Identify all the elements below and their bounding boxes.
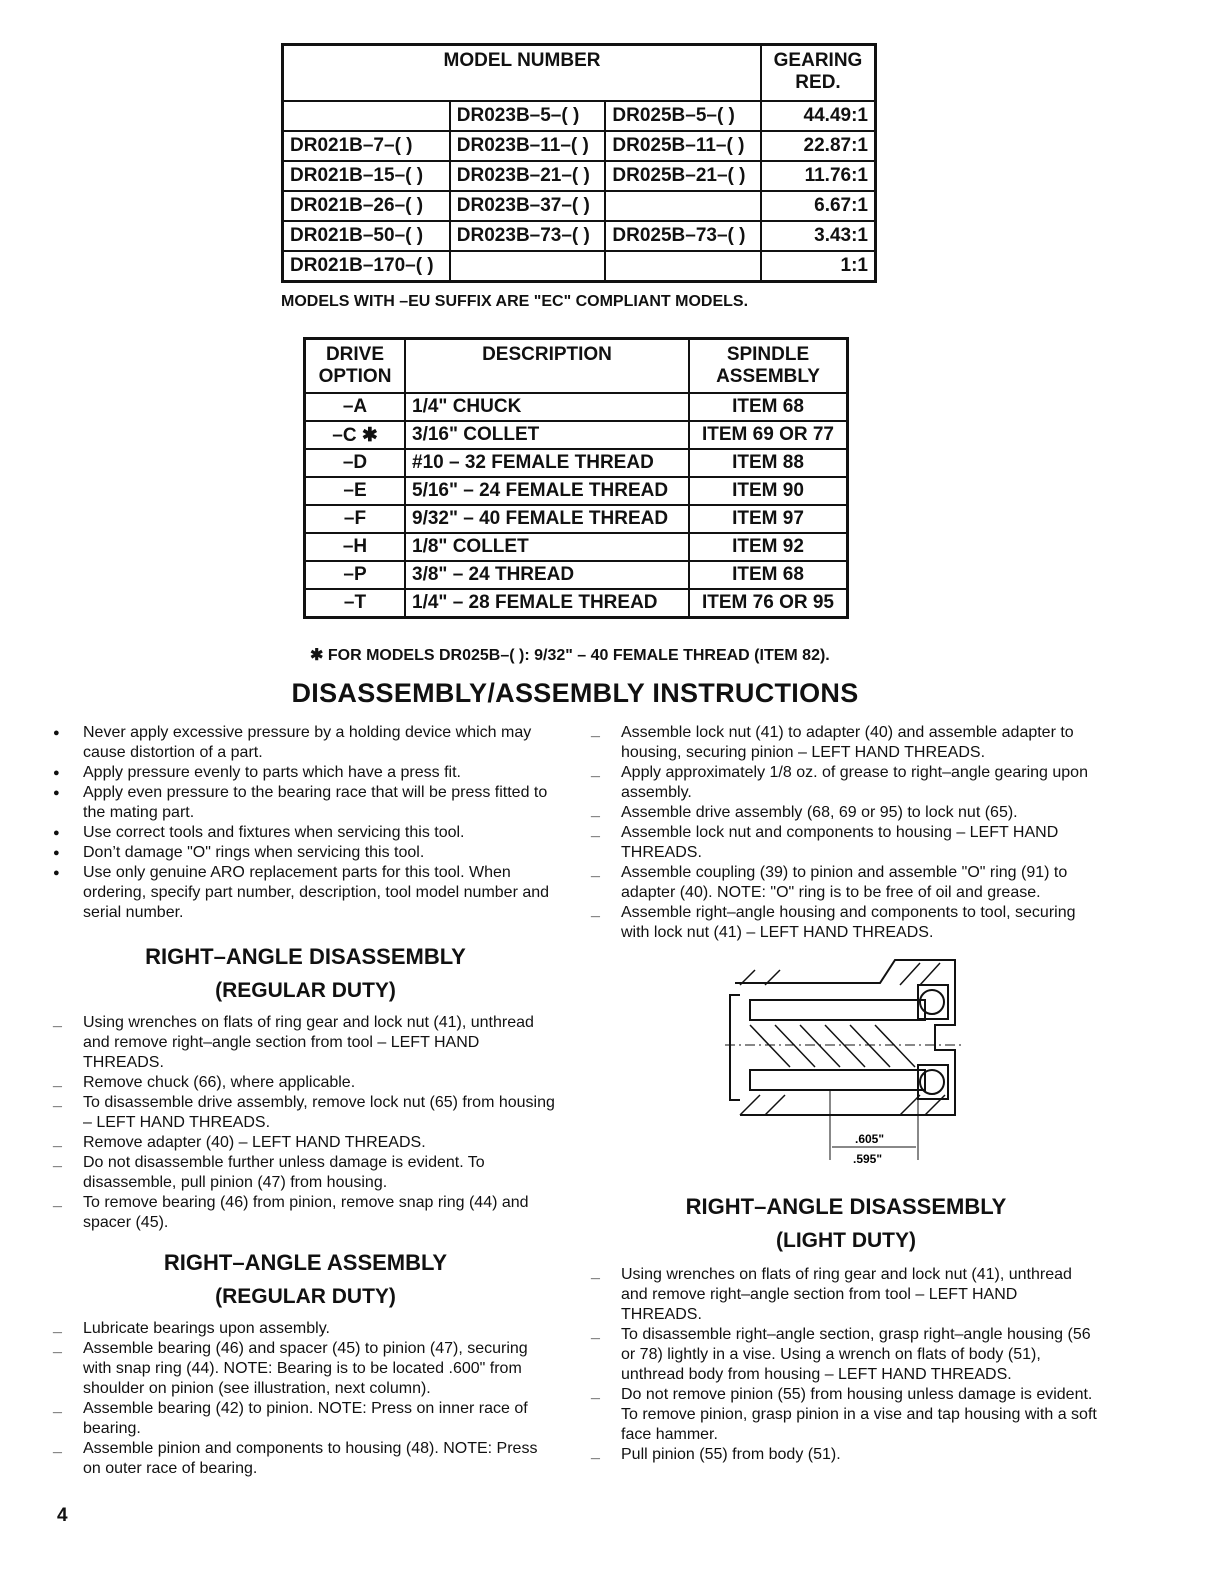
model-table-row <box>283 221 876 251</box>
step-item: _ To disassemble right–angle section, grasp right–angle housing (56 or 78) lightly in a vise. Using a wrench on flats of body (51), unthread body from housing – LEFT HAND THREADS. <box>591 1325 1101 1385</box>
drive-table-header <box>305 339 848 394</box>
general-note-item: ● Never apply excessive pressure by a holding device which may cause distortion of a part. <box>53 723 558 763</box>
model-dr023b-cell <box>450 251 606 282</box>
drive-table-row <box>305 589 848 618</box>
drive-table-row <box>305 393 848 421</box>
step-item: _ Assemble pinion and components to housing (48). NOTE: Press on outer race of bearing. <box>53 1439 558 1479</box>
model-table-header <box>283 45 876 102</box>
model-dr025b-cell: DR025B–11–( ) <box>605 131 761 161</box>
step-item: _ Assemble bearing (42) to pinion. NOTE: Press on inner race of bearing. <box>53 1399 558 1439</box>
light-duty-section <box>591 1194 1101 1465</box>
spindle-assembly-cell: ITEM 76 OR 95 <box>689 589 848 618</box>
model-dr025b-cell <box>605 251 761 282</box>
model-table-row <box>283 101 876 131</box>
drive-description-cell: 3/8" – 24 THREAD <box>405 561 689 589</box>
ra-disassembly-regular-subtitle: (REGULAR DUTY) <box>215 979 396 1002</box>
step-item: _ Using wrenches on flats of ring gear and lock nut (41), unthread and remove right–angle section from tool – LEFT HAND THREADS. <box>591 1265 1101 1325</box>
gearing-red-header: GEARING RED. <box>761 45 876 102</box>
spindle-assembly-cell: ITEM 97 <box>689 505 848 533</box>
pinion-bearing-illustration <box>720 955 970 1170</box>
drive-option-cell: –T <box>305 589 406 618</box>
spindle-assembly-cell: ITEM 92 <box>689 533 848 561</box>
dr025b-footnote: ✱ FOR MODELS DR025B–( ): 9/32" – 40 FEMALE THREAD (ITEM 82). <box>310 647 830 664</box>
drive-option-cell: –E <box>305 477 406 505</box>
step-item: _ Assemble lock nut (41) to adapter (40) and assemble adapter to housing, securing pinion – LEFT HAND THREADS. <box>591 723 1101 763</box>
drive-table-row <box>305 505 848 533</box>
step-item: _ Assemble coupling (39) to pinion and assemble "O" ring (91) to adapter (40). NOTE: "O" ring is to be free of oil and grease. <box>591 863 1101 903</box>
dimension-min-label: .595" <box>853 1152 883 1166</box>
model-dr021b-cell: DR021B–7–( ) <box>283 131 450 161</box>
spindle-assembly-header: SPINDLE ASSEMBLY <box>689 339 848 394</box>
step-item: _ Lubricate bearings upon assembly. <box>53 1319 558 1339</box>
general-note-item: ● Apply even pressure to the bearing race that will be press fitted to the mating part. <box>53 783 558 823</box>
model-number-header: MODEL NUMBER <box>283 45 762 102</box>
ra-disassembly-light-steps <box>591 1265 1101 1465</box>
model-table-row <box>283 251 876 282</box>
drive-description-cell: 5/16" – 24 FEMALE THREAD <box>405 477 689 505</box>
model-dr023b-cell: DR023B–21–( ) <box>450 161 606 191</box>
page-number: 4 <box>57 1505 68 1526</box>
drive-option-table <box>303 337 849 619</box>
model-dr021b-cell: DR021B–170–( ) <box>283 251 450 282</box>
ra-disassembly-light-title: RIGHT–ANGLE DISASSEMBLY <box>685 1194 1007 1219</box>
drive-option-header: DRIVE OPTION <box>305 339 406 394</box>
model-number-table <box>281 43 877 283</box>
general-note-item: ● Don’t damage "O" rings when servicing this tool. <box>53 843 558 863</box>
model-dr023b-cell: DR023B–37–( ) <box>450 191 606 221</box>
eu-suffix-note: MODELS WITH –EU SUFFIX ARE "EC" COMPLIANT MODELS. <box>281 293 749 310</box>
step-item: _ Assemble right–angle housing and components to tool, securing with lock nut (41) – LEFT HAND THREADS. <box>591 903 1101 943</box>
model-dr023b-cell: DR023B–11–( ) <box>450 131 606 161</box>
general-note-item: ● Use only genuine ARO replacement parts for this tool. When ordering, specify part number, description, tool model number and serial number. <box>53 863 558 923</box>
drive-description-cell: 1/4" CHUCK <box>405 393 689 421</box>
drive-description-cell: 1/8" COLLET <box>405 533 689 561</box>
ra-disassembly-light-subtitle: (LIGHT DUTY) <box>776 1229 916 1252</box>
model-table-row <box>283 191 876 221</box>
step-item: _ Assemble drive assembly (68, 69 or 95) to lock nut (65). <box>591 803 1101 823</box>
drive-description-cell: #10 – 32 FEMALE THREAD <box>405 449 689 477</box>
drive-description-cell: 3/16" COLLET <box>405 421 689 449</box>
ra-assembly-regular-title: RIGHT–ANGLE ASSEMBLY <box>163 1250 448 1275</box>
model-dr025b-cell <box>605 191 761 221</box>
step-item: _ Remove chuck (66), where applicable. <box>53 1073 558 1093</box>
model-dr023b-cell: DR023B–5–( ) <box>450 101 606 131</box>
gearing-ratio-cell: 1:1 <box>761 251 876 282</box>
general-notes-list <box>53 723 558 923</box>
drive-description-cell: 1/4" – 28 FEMALE THREAD <box>405 589 689 618</box>
spindle-assembly-cell: ITEM 88 <box>689 449 848 477</box>
model-dr025b-cell: DR025B–21–( ) <box>605 161 761 191</box>
step-item: _ Do not remove pinion (55) from housing unless damage is evident. To remove pinion, grasp pinion in a vise and tap housing with a soft face hammer. <box>591 1385 1101 1445</box>
drive-option-cell: –C ✱ <box>305 421 406 449</box>
description-header: DESCRIPTION <box>405 339 689 394</box>
step-item: _ Pull pinion (55) from body (51). <box>591 1445 1101 1465</box>
drive-table-row <box>305 449 848 477</box>
drive-table-row <box>305 421 848 449</box>
drive-option-cell: –P <box>305 561 406 589</box>
gearing-ratio-cell: 44.49:1 <box>761 101 876 131</box>
dimension-max-label: .605" <box>855 1132 885 1146</box>
step-item: _ Assemble lock nut and components to housing – LEFT HAND THREADS. <box>591 823 1101 863</box>
gearing-ratio-cell: 6.67:1 <box>761 191 876 221</box>
spindle-assembly-cell: ITEM 90 <box>689 477 848 505</box>
spindle-assembly-cell: ITEM 68 <box>689 393 848 421</box>
step-item: _ To disassemble drive assembly, remove lock nut (65) from housing – LEFT HAND THREADS. <box>53 1093 558 1133</box>
step-item: _ Remove adapter (40) – LEFT HAND THREADS. <box>53 1133 558 1153</box>
assembly-continued-steps <box>591 723 1101 943</box>
model-dr025b-cell: DR025B–73–( ) <box>605 221 761 251</box>
step-item: _ Apply approximately 1/8 oz. of grease to right–angle gearing upon assembly. <box>591 763 1101 803</box>
gearing-ratio-cell: 22.87:1 <box>761 131 876 161</box>
drive-description-cell: 9/32" – 40 FEMALE THREAD <box>405 505 689 533</box>
ra-assembly-regular-subtitle: (REGULAR DUTY) <box>215 1285 396 1308</box>
ra-disassembly-regular-title: RIGHT–ANGLE DISASSEMBLY <box>145 944 466 969</box>
step-item: _ Do not disassemble further unless damage is evident. To disassemble, pull pinion (47) from housing. <box>53 1153 558 1193</box>
model-dr021b-cell: DR021B–15–( ) <box>283 161 450 191</box>
drive-option-cell: –H <box>305 533 406 561</box>
page-title: DISASSEMBLY/ASSEMBLY INSTRUCTIONS <box>291 678 859 708</box>
right-column <box>591 723 1101 943</box>
step-item: _ To remove bearing (46) from pinion, remove snap ring (44) and spacer (45). <box>53 1193 558 1233</box>
gearing-ratio-cell: 11.76:1 <box>761 161 876 191</box>
spindle-assembly-cell: ITEM 68 <box>689 561 848 589</box>
model-dr021b-cell: DR021B–50–( ) <box>283 221 450 251</box>
model-table-row <box>283 131 876 161</box>
gearing-ratio-cell: 3.43:1 <box>761 221 876 251</box>
model-dr021b-cell: DR021B–26–( ) <box>283 191 450 221</box>
drive-option-cell: –D <box>305 449 406 477</box>
drive-option-cell: –F <box>305 505 406 533</box>
drive-table-row <box>305 533 848 561</box>
left-column <box>53 723 558 1479</box>
ra-assembly-regular-steps <box>53 1319 558 1479</box>
drive-table-row <box>305 561 848 589</box>
general-note-item: ● Apply pressure evenly to parts which have a press fit. <box>53 763 558 783</box>
model-table-row <box>283 161 876 191</box>
model-dr021b-cell <box>283 101 450 131</box>
ra-disassembly-regular-steps <box>53 1013 558 1233</box>
step-item: _ Using wrenches on flats of ring gear and lock nut (41), unthread and remove right–angle section from tool – LEFT HAND THREADS. <box>53 1013 558 1073</box>
spindle-assembly-cell: ITEM 69 OR 77 <box>689 421 848 449</box>
general-note-item: ● Use correct tools and fixtures when servicing this tool. <box>53 823 558 843</box>
drive-option-cell: –A <box>305 393 406 421</box>
drive-table-row <box>305 477 848 505</box>
model-dr023b-cell: DR023B–73–( ) <box>450 221 606 251</box>
step-item: _ Assemble bearing (46) and spacer (45) to pinion (47), securing with snap ring (44). NOTE: Bearing is to be located .600" from shoulder on pinion (see illustration, next column). <box>53 1339 558 1399</box>
model-dr025b-cell: DR025B–5–( ) <box>605 101 761 131</box>
